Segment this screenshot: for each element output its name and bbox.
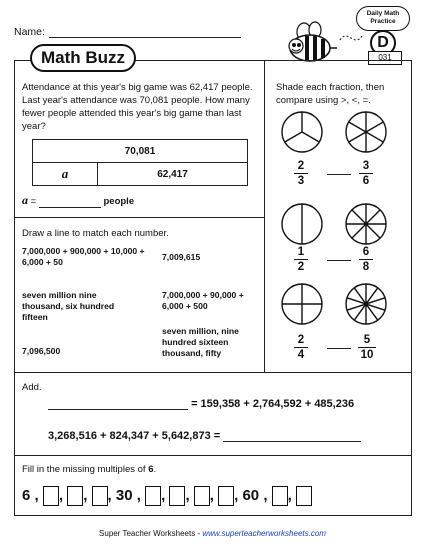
name-row (14, 26, 241, 38)
q5-multiple: 6 (148, 464, 154, 475)
multiple-box-5[interactable] (169, 486, 185, 506)
eq1-text: = 159,358 + 2,764,592 + 485,236 (191, 398, 355, 410)
fraction-5-10 (358, 334, 376, 361)
eq2-text: 3,268,516 + 824,347 + 5,642,873 = (48, 430, 221, 442)
match-right-2[interactable]: 7,000,000 + 90,000 + 6,000 + 500 (162, 290, 244, 311)
frac-num: 5 (363, 334, 371, 346)
sep: , (136, 486, 141, 504)
sep: , (34, 486, 39, 504)
frac-den: 2 (297, 261, 305, 273)
sep: , (234, 486, 239, 504)
multiple-box-9[interactable] (296, 486, 312, 506)
fraction-2-3 (294, 160, 308, 187)
match-left-2[interactable]: seven million nine thousand, six hundred fifteen (22, 290, 115, 322)
sum-blank-1[interactable] (48, 399, 188, 410)
frac-den: 8 (362, 261, 370, 273)
sep: , (107, 486, 112, 504)
sep: , (287, 486, 292, 504)
badge-line1: Daily Math (366, 10, 400, 17)
level-badge: D (370, 30, 396, 56)
addition-eq-1 (48, 398, 354, 410)
multiple-given-1: 6 (22, 486, 31, 504)
footer-link[interactable]: www.superteacherworksheets.com (202, 529, 326, 538)
q1-answer (22, 194, 134, 208)
frac-den: 6 (362, 175, 370, 187)
sum-blank-2[interactable] (223, 431, 361, 442)
multiple-box-1[interactable] (43, 486, 59, 506)
answer-eq: = (30, 196, 37, 207)
multiple-box-4[interactable] (145, 486, 161, 506)
q3-instruction: Draw a line to match each number. (22, 228, 169, 239)
name-label: Name: (14, 26, 45, 38)
multiple-given-3: 60 (242, 486, 260, 504)
multiple-box-8[interactable] (272, 486, 288, 506)
fraction-3-6 (359, 160, 373, 187)
multiples-row (22, 486, 312, 506)
addition-eq-2 (48, 430, 361, 442)
frac-den: 10 (360, 349, 374, 361)
multiple-given-2: 30 (115, 486, 133, 504)
sep: , (263, 486, 268, 504)
sep: , (185, 486, 190, 504)
frac-num: 2 (297, 160, 305, 172)
fraction-2-4 (294, 334, 308, 361)
q1-text: Attendance at this year's big game was 62,417 people. Last year's attendance was 70,081 people. How many fewer people attended this year's big game than last year? (22, 82, 253, 132)
bar-unknown: a (33, 163, 98, 186)
bar-part: 62,417 (98, 163, 248, 186)
frac-num: 2 (297, 334, 305, 346)
column-divider (264, 60, 265, 372)
sep: , (209, 486, 214, 504)
fraction-6-8 (359, 246, 373, 273)
q4-instruction: Add. (22, 382, 42, 393)
fraction-1-2 (294, 246, 308, 273)
q5-instruction: Fill in the missing multiples of 6. (22, 464, 157, 475)
sep: , (83, 486, 88, 504)
fraction-circles[interactable] (272, 108, 412, 368)
row-divider-2 (14, 372, 412, 373)
match-left-3[interactable]: 7,096,500 (22, 346, 61, 356)
match-right-1[interactable]: 7,009,615 (162, 252, 201, 262)
multiple-box-7[interactable] (218, 486, 234, 506)
q2-instruction: Shade each fraction, then compare using >, <, =. (276, 82, 385, 106)
page-title: Math Buzz (30, 44, 136, 72)
sep: , (58, 486, 64, 504)
answer-unit: people (103, 196, 135, 207)
bar-total: 70,081 (33, 140, 248, 163)
footer (0, 529, 425, 538)
multiple-box-6[interactable] (194, 486, 210, 506)
multiple-box-2[interactable] (67, 486, 83, 506)
worksheet-code: 031 (368, 51, 402, 65)
bar-model (32, 139, 248, 186)
frac-num: 1 (297, 246, 305, 258)
frac-den: 3 (297, 175, 305, 187)
sep: , (161, 486, 166, 504)
answer-var: a (22, 193, 28, 207)
frac-num: 6 (362, 246, 370, 258)
compare-blank-2[interactable] (327, 260, 351, 261)
q5-prefix: Fill in the missing multiples of (22, 464, 146, 475)
daily-practice-badge (356, 6, 410, 31)
match-left-1[interactable]: 7,000,000 + 900,000 + 10,000 + 6,000 + 50 (22, 246, 145, 267)
frac-den: 4 (297, 349, 305, 361)
badge-line2: Practice (370, 18, 396, 25)
row-divider-3 (14, 455, 412, 456)
row-divider-1 (14, 217, 264, 218)
q1-answer-blank[interactable] (39, 197, 101, 208)
frac-num: 3 (362, 160, 370, 172)
name-field[interactable] (49, 27, 241, 38)
footer-text: Super Teacher Worksheets - (99, 529, 203, 538)
compare-blank-3[interactable] (327, 348, 351, 349)
multiple-box-3[interactable] (92, 486, 108, 506)
compare-blank-1[interactable] (327, 174, 351, 175)
match-right-3[interactable]: seven million, nine hundred sixteen thousand, fifty (162, 326, 239, 358)
